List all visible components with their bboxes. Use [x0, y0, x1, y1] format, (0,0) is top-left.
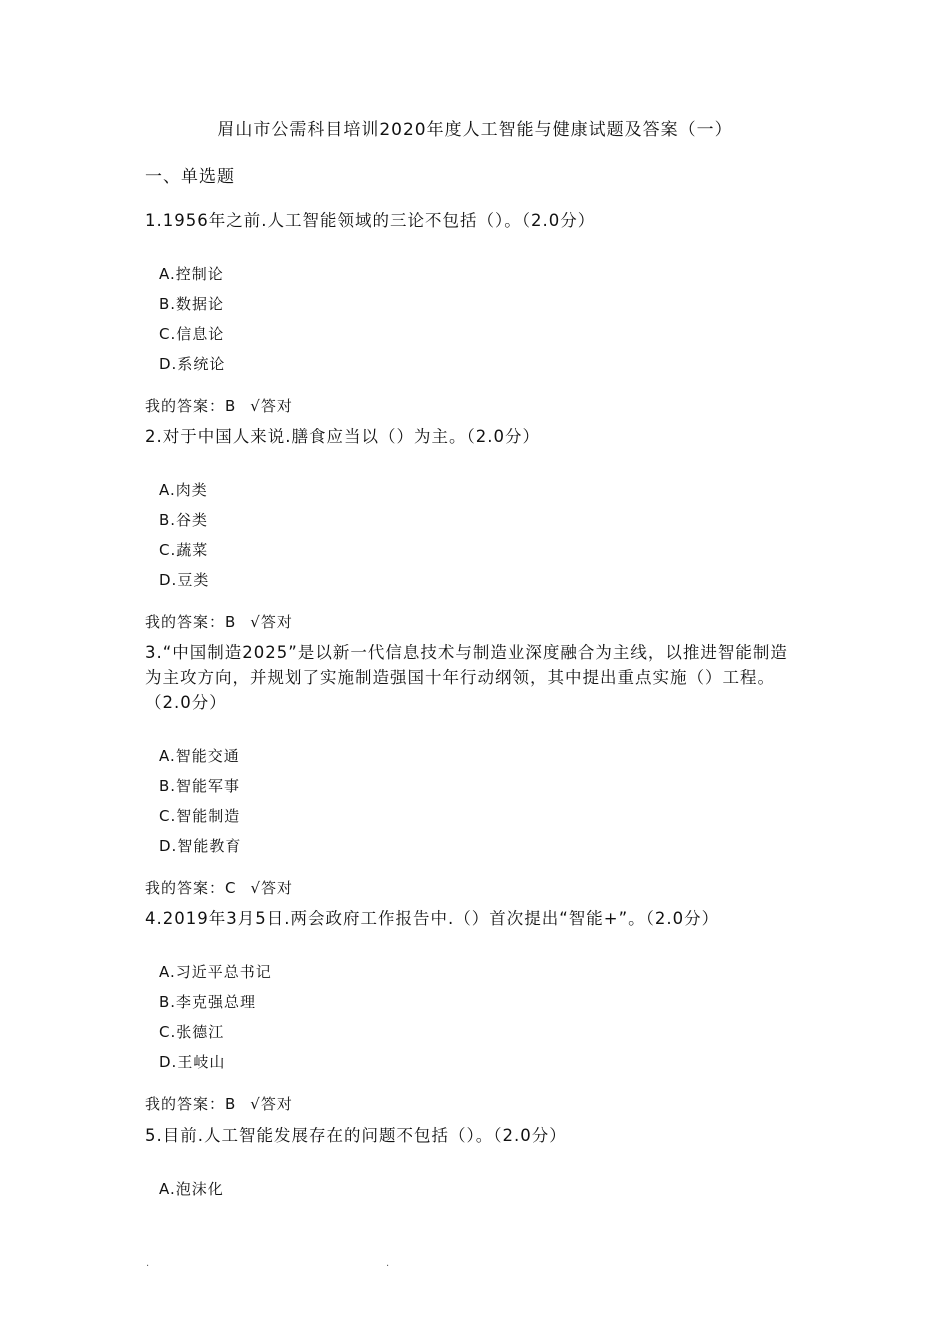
option-d: D.智能教育	[159, 837, 242, 855]
question-5	[145, 1123, 805, 1204]
answer-label: 我的答案：C	[145, 879, 237, 897]
footer-dot: .	[386, 1258, 390, 1269]
answer-label: 我的答案：B	[145, 1095, 237, 1113]
option-list	[159, 957, 805, 1077]
question-2	[145, 424, 805, 632]
answer-result: √答对	[250, 397, 293, 415]
question-text: 3.“中国制造2025”是以新一代信息技术与制造业深度融合为主线，以推进智能制造为主攻方向，并规划了实施制造强国十年行动纲领，其中提出重点实施（）工程。（2.0分）	[145, 643, 788, 712]
question-text: 5.目前.人工智能发展存在的问题不包括（）。（2.0分）	[145, 1126, 567, 1145]
answer-label: 我的答案：B	[145, 397, 237, 415]
option-a: A.习近平总书记	[159, 963, 272, 981]
question-text: 4.2019年3月5日.两会政府工作报告中.（）首次提出“智能+”。（2.0分）	[145, 909, 720, 928]
option-b: B.数据论	[159, 295, 225, 313]
answer-label: 我的答案：B	[145, 613, 237, 631]
question-text: 1.1956年之前.人工智能领域的三论不包括（）。（2.0分）	[145, 211, 596, 230]
option-a: A.泡沫化	[159, 1180, 224, 1198]
option-b: B.李克强总理	[159, 993, 257, 1011]
option-b: B.智能军事	[159, 777, 241, 795]
option-list	[159, 1174, 805, 1204]
question-1	[145, 208, 805, 416]
question-3	[145, 640, 805, 898]
question-4	[145, 906, 805, 1114]
my-answer	[145, 1093, 805, 1114]
option-list	[159, 259, 805, 379]
option-a: A.智能交通	[159, 747, 240, 765]
option-d: D.豆类	[159, 571, 210, 589]
option-a: A.肉类	[159, 481, 208, 499]
option-b: B.谷类	[159, 511, 209, 529]
option-c: C.蔬菜	[159, 541, 209, 559]
my-answer	[145, 395, 805, 416]
my-answer	[145, 877, 805, 898]
document-title: 眉山市公需科目培训2020年度人工智能与健康试题及答案（一）	[217, 120, 733, 140]
option-d: D.系统论	[159, 355, 226, 373]
option-c: C.智能制造	[159, 807, 241, 825]
option-a: A.控制论	[159, 265, 224, 283]
option-list	[159, 741, 805, 861]
question-text: 2.对于中国人来说.膳食应当以（）为主。（2.0分）	[145, 427, 540, 446]
option-d: D.王岐山	[159, 1053, 226, 1071]
answer-result: √答对	[250, 1095, 293, 1113]
answer-result: √答对	[250, 879, 294, 897]
option-list	[159, 475, 805, 595]
section-heading: 一、单选题	[145, 167, 235, 187]
option-c: C.张德江	[159, 1023, 225, 1041]
option-c: C.信息论	[159, 325, 225, 343]
answer-result: √答对	[250, 613, 293, 631]
my-answer	[145, 611, 805, 632]
footer-dot: .	[146, 1258, 150, 1269]
